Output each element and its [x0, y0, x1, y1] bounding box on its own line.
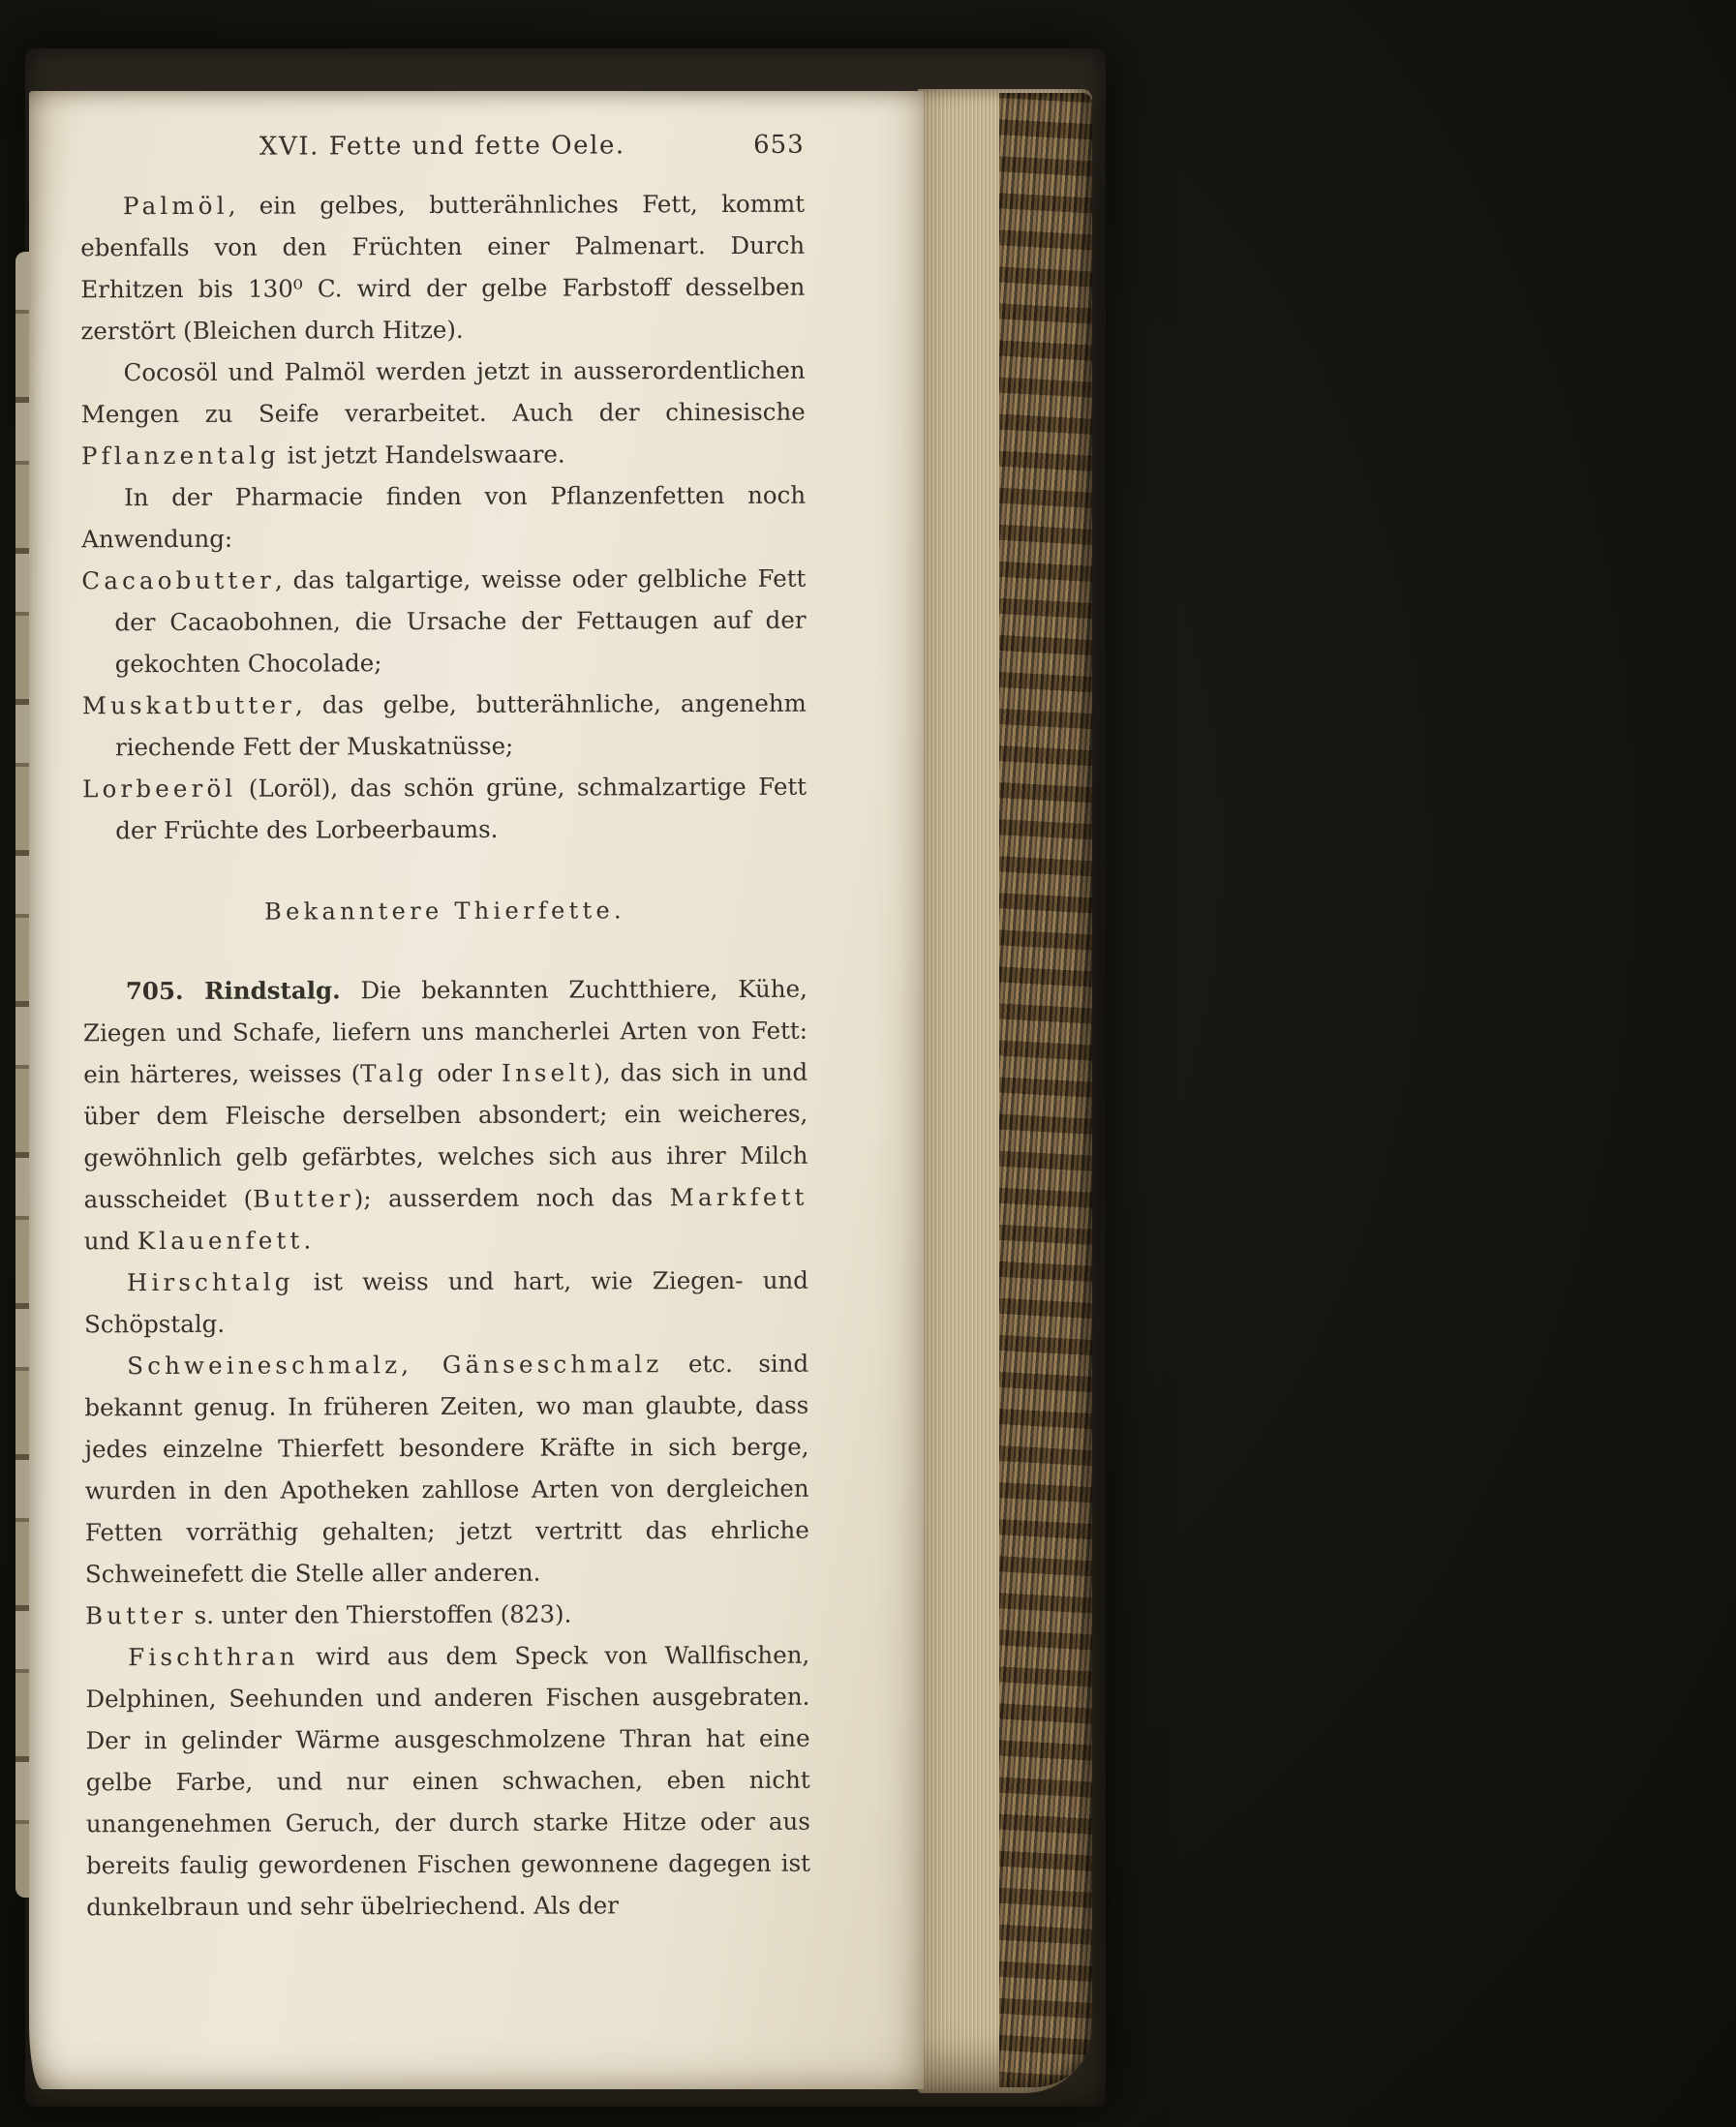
- paragraph-pharmacie: [81, 474, 806, 561]
- text-segment: , das gelbe, butterähnliche, angenehm riechende Fett der Muskatnüsse;: [114, 688, 807, 762]
- page-content: [80, 131, 810, 1929]
- text-segment: In der Pharmacie finden von Pflanzenfetten noch Anwendung:: [81, 480, 807, 554]
- text-segment: (Loröl), das schön grüne, schmalzartige Fett der Früchte des Lorbeerbaums.: [115, 772, 807, 845]
- paragraph-schweineschmalz: [84, 1343, 809, 1595]
- book-page: [29, 91, 924, 2089]
- text-segment: ), das sich in und über dem Fleische derselben absondert; ein weicheres, gewöhnlich gelb gefärbtes, welches sich aus ihrer Milch ausscheidet (: [83, 1057, 808, 1214]
- text-segment: Muskatbutter: [81, 690, 295, 720]
- marbled-edge: [999, 93, 1092, 2087]
- text-block: [80, 183, 810, 1929]
- list-item-cacaobutter: [81, 558, 806, 685]
- text-segment: Bekanntere Thierfette.: [264, 896, 626, 926]
- text-segment: , ein gelbes, butterähnliches Fett, kommt ebenfalls von den Früchten einer Palmenart. Durch Erhitzen bis 130⁰ C. wird der gelbe Farbstoff desselben zerstört (Bleichen durch Hitze).: [80, 189, 806, 346]
- text-segment: wird aus dem Speck von Wallfischen, Delphinen, Seehunden und anderen Fischen ausgebraten. Der in gelinder Wärme ausgeschmolzene Thran hat eine gelbe Farbe, und nur einen schwachen, eben nicht unangenehmen Geruch, der durch starke Hitze oder aus bereits faulig gewordenen Fischen gewonnene dagegen ist dunkelbraun und sehr übelriechend. Als der: [85, 1640, 811, 1922]
- text-segment: Markfett: [669, 1182, 808, 1212]
- paragraph-rindstalg: [83, 968, 808, 1262]
- text-segment: s. unter den Thierstoffen (823).: [186, 1599, 572, 1629]
- text-segment: etc. sind bekannt genug. In früheren Zeiten, wo man glaubte, dass jedes einzelne Thierfett besondere Kräfte in sich berge, wurden in den Apotheken zahllose Arten von dergleichen Fetten vorräthig gehalten; jetzt vertritt das ehrliche Schweinefett die Stelle aller anderen.: [84, 1349, 809, 1589]
- text-segment: Lorbeeröl: [82, 774, 237, 804]
- paragraph-fischthran: [85, 1634, 810, 1929]
- text-segment: Schweineschmalz, Gänseschmalz: [127, 1350, 663, 1381]
- page-number: 653: [753, 130, 805, 160]
- text-segment: .: [303, 1226, 312, 1255]
- text-segment: Palmöl: [122, 191, 228, 221]
- text-segment: , das talgartige, weisse oder gelbliche Fett der Cacaobohnen, die Ursache der Fettaugen auf der gekochten Chocolade;: [114, 563, 807, 679]
- list-item-lorbeeroel: [82, 766, 807, 852]
- paragraph-butter-ref: [85, 1593, 809, 1637]
- page-header: [80, 131, 805, 167]
- paragraph-cocosoel: [81, 349, 806, 477]
- chapter-title: XVI. Fette und fette Oele.: [259, 131, 625, 162]
- section-heading: [83, 890, 807, 934]
- text-segment: ist weiss und hart, wie Ziegen- und Schöpstalg.: [84, 1265, 808, 1339]
- text-segment: Cocosöl und Palmöl werden jetzt in ausserordentlichen Mengen zu Seife verarbeitet. Auch der chinesische: [80, 355, 806, 429]
- text-segment: Talg: [360, 1059, 428, 1088]
- text-segment: Hirschtalg: [126, 1267, 294, 1297]
- text-segment: ); ausserdem noch das: [353, 1183, 670, 1213]
- text-segment: Die bekannten Zuchtthiere, Kühe, Ziegen und Schafe, liefern uns mancherlei Arten von Fett: ein härteres, weisses (: [82, 974, 808, 1089]
- text-segment: Pflanzentalg: [80, 441, 280, 471]
- text-segment: ist jetzt Handelswaare.: [279, 440, 565, 470]
- list-item-muskatbutter: [82, 683, 807, 769]
- text-segment: Klauenfett: [137, 1226, 304, 1256]
- paragraph-palmoel: [80, 183, 806, 352]
- text-segment: Fischthran: [128, 1642, 299, 1672]
- text-segment: Butter: [85, 1600, 187, 1630]
- text-segment: Inselt: [502, 1058, 594, 1087]
- paragraph-hirschtalg: [84, 1260, 808, 1346]
- text-segment: Butter: [253, 1184, 354, 1213]
- text-segment: 705. Rindstalg.: [125, 976, 341, 1006]
- text-segment: und: [83, 1227, 137, 1256]
- text-segment: Cacaobutter: [81, 565, 276, 595]
- text-segment: oder: [427, 1058, 503, 1088]
